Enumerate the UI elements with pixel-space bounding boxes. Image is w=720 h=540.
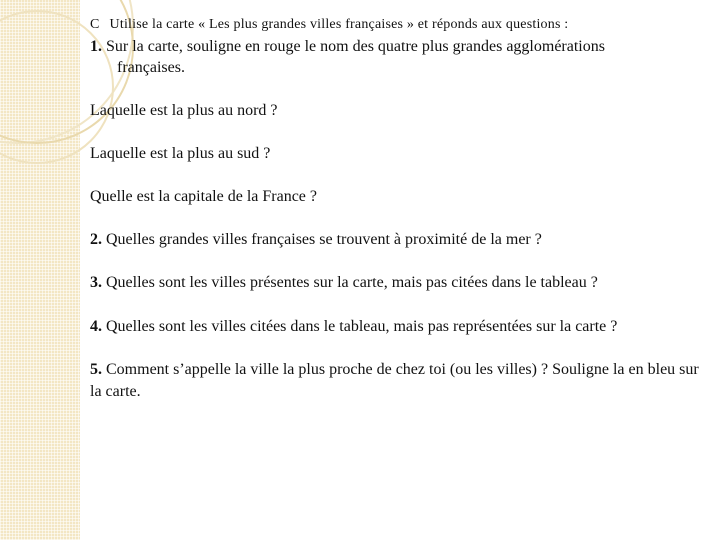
question-text: Sur la carte, souligne en rouge le nom des quatre plus grandes agglomérations bbox=[106, 38, 605, 55]
question-text: Quelles sont les villes présentes sur la carte, mais pas citées dans le tableau ? bbox=[106, 274, 598, 291]
question-number: 1. bbox=[90, 38, 102, 55]
question-2 bbox=[90, 229, 700, 250]
question-1c: Quelle est la capitale de la France ? bbox=[90, 188, 317, 205]
question-5 bbox=[90, 359, 700, 403]
instruction-text: Utilise la carte « Les plus grandes villes françaises » et réponds aux questions : bbox=[109, 17, 569, 32]
question-text: Quelles grandes villes françaises se trouvent à proximité de la mer ? bbox=[106, 231, 542, 248]
question-number: 2. bbox=[90, 231, 102, 248]
question-1 bbox=[90, 36, 700, 57]
question-text: Quelles sont les villes citées dans le tableau, mais pas représentées sur la carte ? bbox=[106, 318, 618, 335]
instruction-line bbox=[90, 14, 700, 35]
question-number: 4. bbox=[90, 318, 102, 335]
question-number: 5. bbox=[90, 361, 102, 378]
question-number: 3. bbox=[90, 274, 102, 291]
question-1-continuation: françaises. bbox=[117, 59, 185, 76]
question-4 bbox=[90, 316, 700, 337]
question-3 bbox=[90, 272, 700, 293]
question-1b: Laquelle est la plus au sud ? bbox=[90, 145, 271, 162]
question-text: Comment s’appelle la ville la plus proche de chez toi (ou les villes) ? Souligne la en bleu sur la carte. bbox=[90, 361, 699, 400]
instruction-marker: C bbox=[90, 17, 100, 32]
question-1a: Laquelle est la plus au nord ? bbox=[90, 102, 278, 119]
